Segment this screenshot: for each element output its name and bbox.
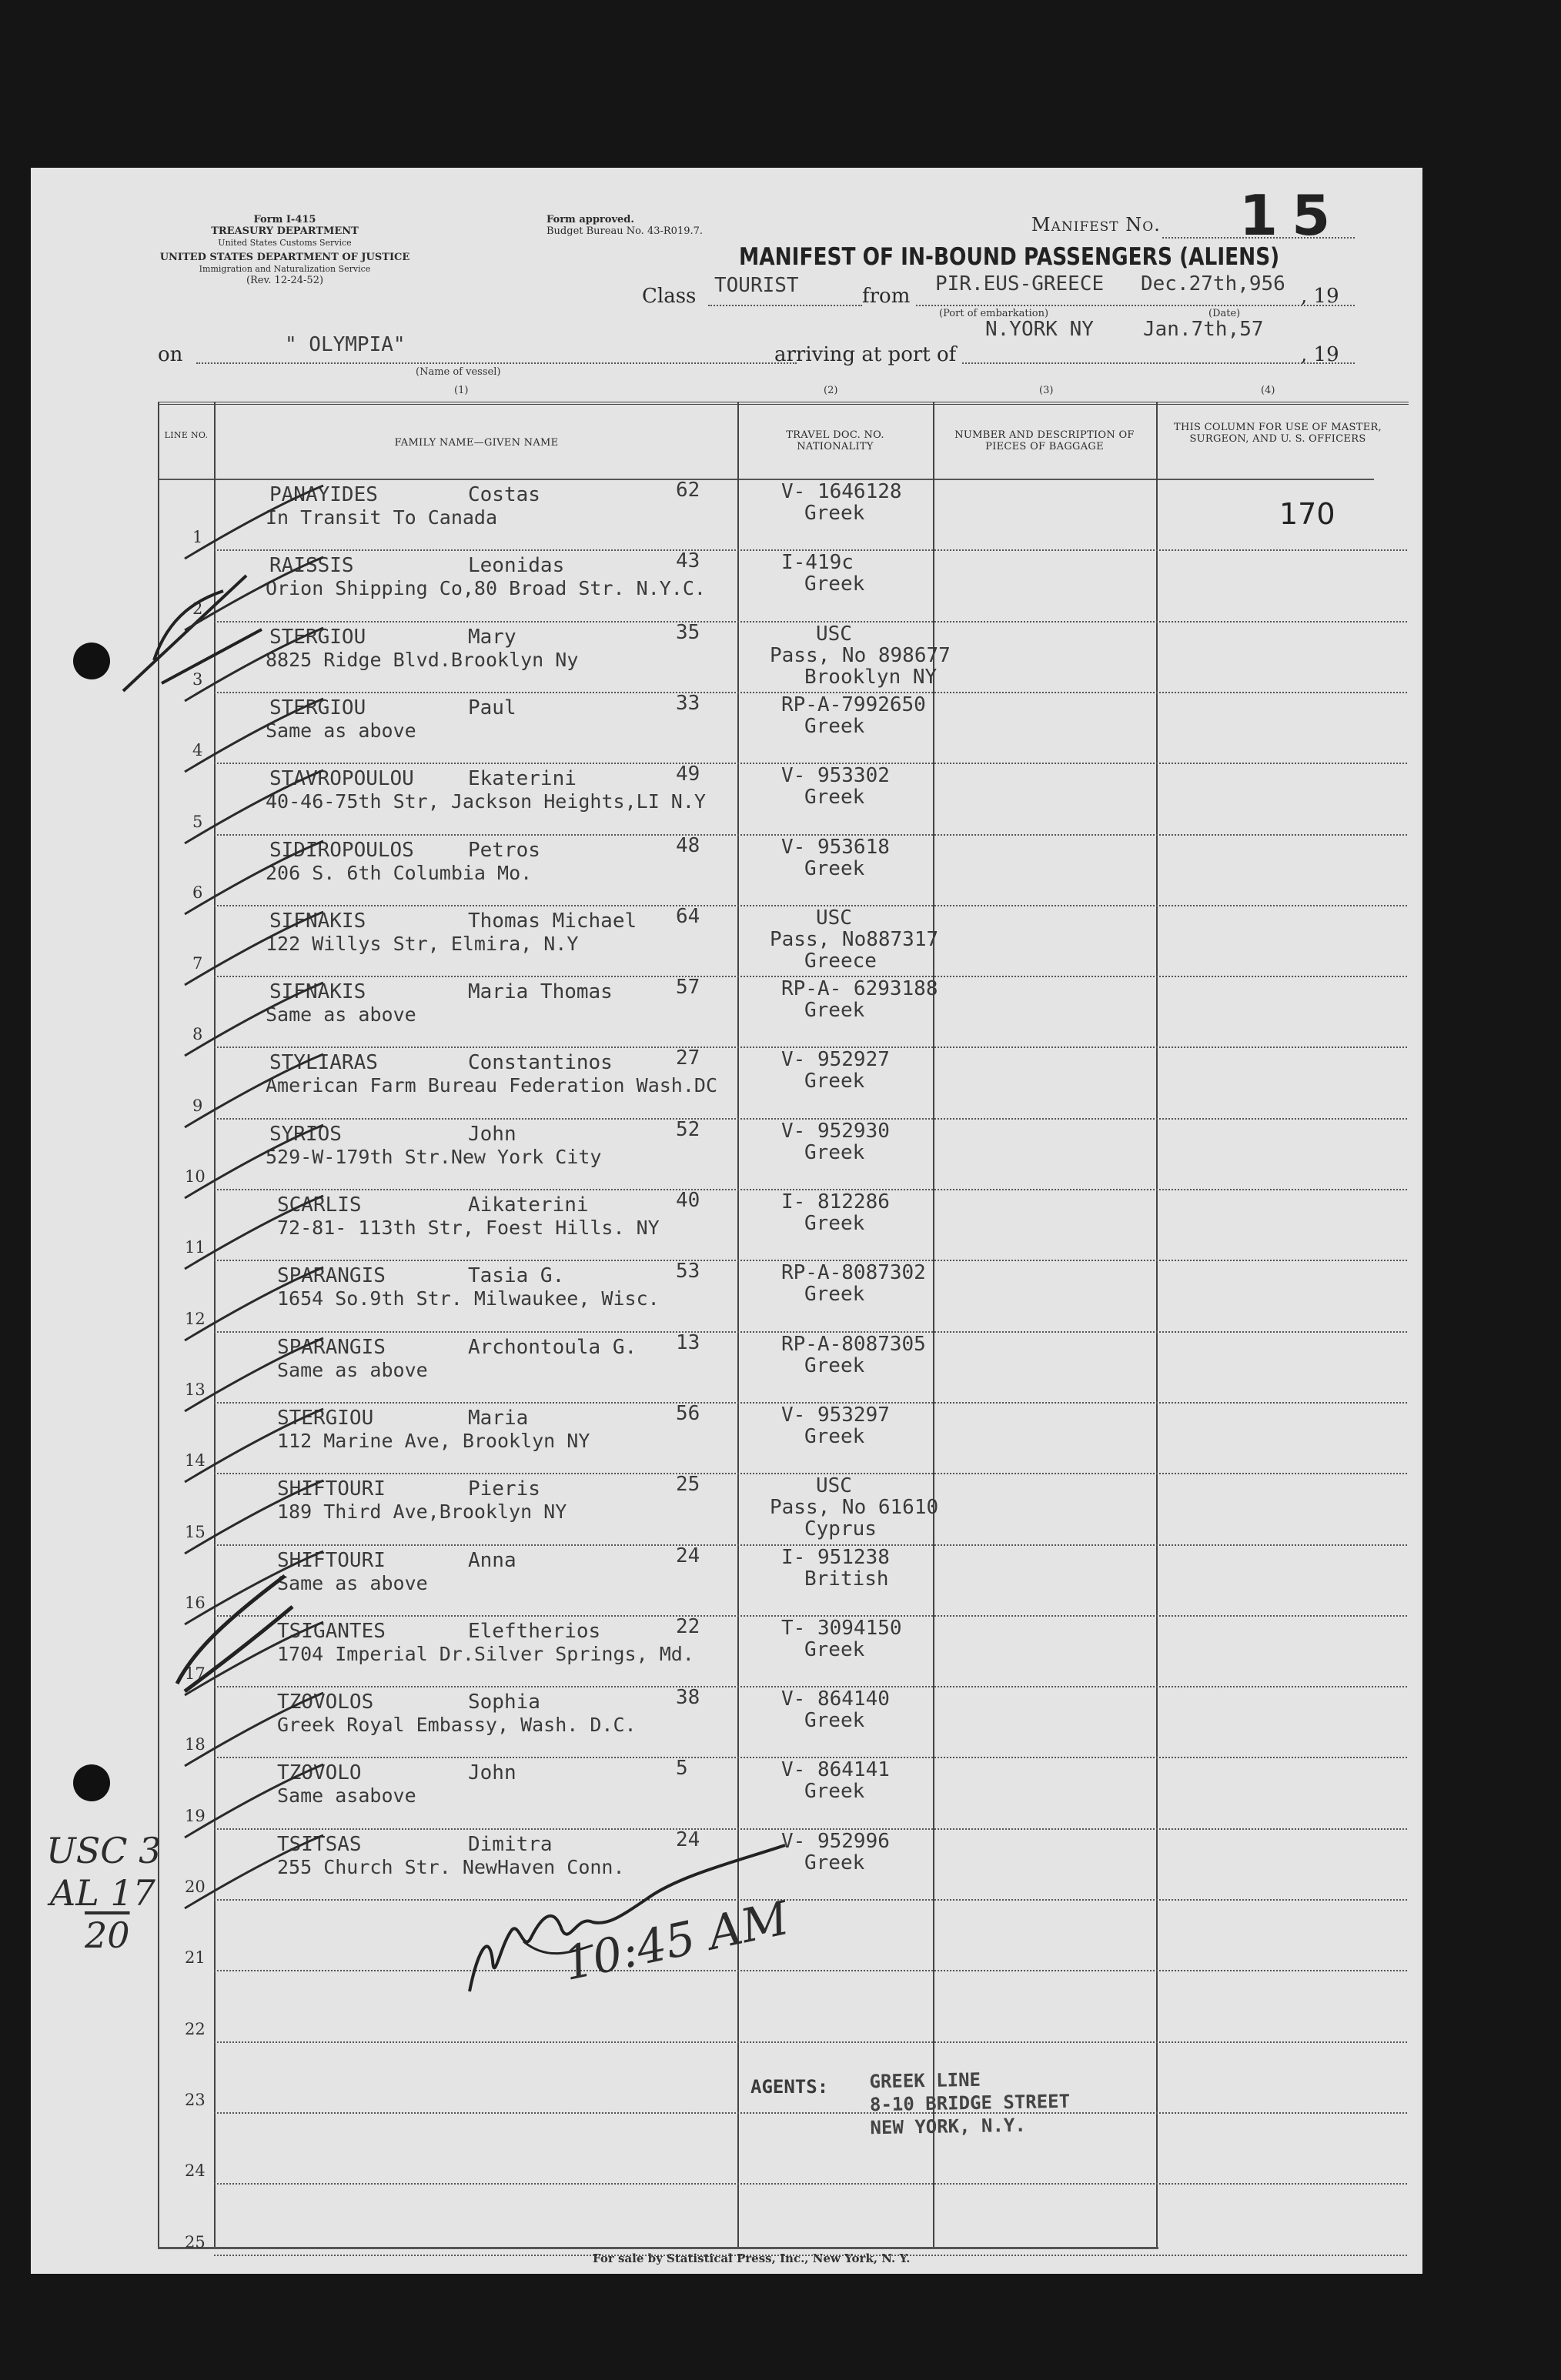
header-bottom-rule bbox=[158, 479, 1374, 480]
line-number: 21 bbox=[185, 1948, 206, 1968]
passenger-family-name: TSITSAS bbox=[277, 1832, 362, 1856]
passenger-given-name: John bbox=[468, 1122, 516, 1146]
passenger-address: 206 S. 6th Columbia Mo. bbox=[266, 861, 533, 884]
passenger-age: 33 bbox=[676, 691, 700, 715]
vessel-name: " OLYMPIA" bbox=[285, 333, 406, 356]
officer-note: 170 bbox=[1279, 497, 1335, 531]
line-number: 12 bbox=[185, 1309, 206, 1328]
row-rule bbox=[214, 905, 1407, 906]
passenger-given-name: Eleftherios bbox=[468, 1619, 601, 1643]
col-num-2: (2) bbox=[824, 385, 838, 396]
passenger-given-name: Maria bbox=[468, 1406, 529, 1430]
passenger-nationality: Greek bbox=[804, 856, 865, 880]
vessel-caption: (Name of vessel) bbox=[416, 366, 501, 378]
passenger-travel-doc: V- 953618 bbox=[781, 835, 890, 859]
line-number: 6 bbox=[192, 883, 203, 902]
revision-date: (Rev. 12-24-52) bbox=[246, 275, 324, 286]
line-number: 14 bbox=[185, 1451, 206, 1470]
margin-code-3: 20 bbox=[85, 1914, 130, 1956]
passenger-travel-doc: V- 952996 bbox=[781, 1829, 890, 1853]
class-label: Class bbox=[642, 285, 697, 308]
class-value: TOURIST bbox=[714, 274, 799, 297]
line-number: 24 bbox=[185, 2161, 206, 2181]
line-number: 25 bbox=[185, 2232, 206, 2251]
passenger-address: 189 Third Ave,Brooklyn NY bbox=[277, 1500, 567, 1524]
agents-line-1: GREEK LINE bbox=[869, 2068, 981, 2093]
passenger-nationality-extra: Brooklyn NY bbox=[804, 665, 938, 689]
arrival-port: N.YORK NY bbox=[985, 318, 1094, 341]
line-number: 10 bbox=[185, 1167, 206, 1186]
year-suffix-2: , 19 bbox=[1301, 343, 1339, 366]
punch-hole-top bbox=[73, 643, 110, 679]
passenger-address: 40-46-75th Str, Jackson Heights,LI N.Y bbox=[266, 790, 706, 813]
line-number: 3 bbox=[192, 669, 203, 689]
passenger-address: Same asabove bbox=[277, 1784, 416, 1808]
passenger-family-name: TSIGANTES bbox=[277, 1619, 386, 1643]
passenger-travel-doc: T- 3094150 bbox=[781, 1616, 902, 1640]
manifest-number: 15 bbox=[1239, 183, 1345, 248]
passenger-address: Orion Shipping Co,80 Broad Str. N.Y.C. bbox=[266, 577, 706, 600]
passenger-address: Same as above bbox=[277, 1571, 428, 1594]
passenger-family-name: SYRIOS bbox=[269, 1122, 342, 1146]
line-number: 4 bbox=[192, 741, 203, 760]
agents-line-2: 8-10 BRIDGE STREET bbox=[869, 2090, 1071, 2116]
passenger-address: American Farm Bureau Federation Wash.DC bbox=[266, 1074, 717, 1097]
passenger-family-name: SPARANGIS bbox=[277, 1264, 386, 1288]
arrival-date: Jan.7th,57 bbox=[1143, 318, 1264, 341]
passenger-nationality: Greek bbox=[804, 1780, 865, 1804]
line-number: 5 bbox=[192, 812, 203, 831]
line-number: 2 bbox=[192, 599, 203, 618]
passenger-nationality: Pass, No 61610 bbox=[770, 1496, 939, 1520]
passenger-nationality: Greek bbox=[804, 1070, 865, 1093]
passenger-given-name: Paul bbox=[468, 696, 516, 719]
passenger-nationality-extra: Greece bbox=[804, 949, 877, 973]
passenger-given-name: Archontoula G. bbox=[468, 1335, 637, 1359]
passenger-age: 38 bbox=[676, 1686, 700, 1710]
line-number: 18 bbox=[185, 1735, 206, 1754]
passenger-address: 122 Willys Str, Elmira, N.Y bbox=[266, 932, 579, 955]
passenger-family-name: RAISSIS bbox=[269, 554, 354, 578]
passenger-family-name: SPARANGIS bbox=[277, 1335, 386, 1359]
line-number: 9 bbox=[192, 1096, 203, 1115]
from-label: from bbox=[862, 285, 911, 308]
passenger-given-name: Sophia bbox=[468, 1691, 540, 1714]
on-label: on bbox=[158, 343, 183, 366]
passenger-address: 112 Marine Ave, Brooklyn NY bbox=[277, 1429, 590, 1452]
passenger-travel-doc: V- 864140 bbox=[781, 1687, 890, 1711]
passenger-address: 255 Church Str. NewHaven Conn. bbox=[277, 1855, 625, 1878]
passenger-nationality: Greek bbox=[804, 1709, 865, 1733]
arrival-line bbox=[962, 362, 1355, 364]
line-number: 16 bbox=[185, 1593, 206, 1612]
form-dept-block bbox=[123, 214, 446, 286]
time-note: 10:45 AM bbox=[558, 1891, 794, 1992]
passenger-family-name: TZOVOLO bbox=[277, 1761, 362, 1785]
passenger-family-name: SIFNAKIS bbox=[269, 909, 366, 933]
passenger-address: Greek Royal Embassy, Wash. D.C. bbox=[277, 1714, 637, 1737]
passenger-family-name: STERGIOU bbox=[269, 696, 366, 719]
passenger-given-name: Constantinos bbox=[468, 1051, 613, 1075]
passenger-age: 49 bbox=[676, 763, 700, 786]
passenger-address: Same as above bbox=[266, 719, 416, 742]
passenger-given-name: Mary bbox=[468, 625, 516, 649]
header-officers: THIS COLUMN FOR USE OF MASTER, SURGEON, AND U. S. OFFICERS bbox=[1173, 422, 1382, 445]
agents-label: AGENTS: bbox=[750, 2076, 829, 2098]
vessel-line bbox=[196, 362, 797, 364]
from-line bbox=[916, 305, 1355, 306]
manifest-no-line bbox=[1162, 237, 1355, 239]
passenger-address: Same as above bbox=[266, 1003, 416, 1026]
passenger-address: 72-81- 113th Str, Foest Hills. NY bbox=[277, 1217, 660, 1239]
passenger-nationality: Greek bbox=[804, 1283, 865, 1307]
col-num-3: (3) bbox=[1039, 385, 1054, 396]
passenger-given-name: Aikaterini bbox=[468, 1193, 589, 1217]
passenger-address: 1704 Imperial Dr.Silver Springs, Md. bbox=[277, 1642, 694, 1665]
passenger-address: 8825 Ridge Blvd.Brooklyn Ny bbox=[266, 648, 579, 671]
budget-bureau: Budget Bureau No. 43-R019.7. bbox=[547, 225, 704, 237]
date-caption: (Date) bbox=[1208, 308, 1241, 319]
year-suffix-1: , 19 bbox=[1301, 285, 1339, 308]
passenger-age: 40 bbox=[676, 1189, 700, 1212]
passenger-nationality: Greek bbox=[804, 786, 865, 809]
table-top-rule bbox=[158, 402, 1409, 405]
row-rule bbox=[214, 1473, 1407, 1474]
passenger-given-name: Leonidas bbox=[468, 554, 565, 578]
passenger-travel-doc: I-419c bbox=[781, 551, 854, 575]
embarkation-date: Dec.27th,956 bbox=[1141, 272, 1285, 295]
line-number: 19 bbox=[185, 1806, 206, 1825]
passenger-travel-doc: V- 952930 bbox=[781, 1119, 890, 1143]
margin-code-1: USC 3 bbox=[46, 1830, 162, 1871]
passenger-given-name: Anna bbox=[468, 1548, 516, 1572]
passenger-nationality: Greek bbox=[804, 1212, 865, 1235]
passenger-nationality: Greek bbox=[804, 1637, 865, 1661]
line-number: 1 bbox=[192, 528, 203, 547]
row-rule bbox=[214, 621, 1407, 623]
manifest-title: MANIFEST OF IN-BOUND PASSENGERS (ALIENS) bbox=[739, 243, 1280, 271]
line-number: 8 bbox=[192, 1025, 203, 1044]
header-travel-doc: TRAVEL DOC. NO. NATIONALITY bbox=[786, 429, 884, 452]
line-number: 17 bbox=[185, 1664, 206, 1684]
passenger-nationality: Greek bbox=[804, 572, 865, 596]
passenger-nationality: British bbox=[804, 1567, 889, 1591]
customs-service: United States Customs Service bbox=[218, 238, 352, 248]
printer-footer: For sale by Statistical Press, Inc., New York, N. Y. bbox=[593, 2251, 911, 2265]
table-bottom-rule bbox=[158, 2247, 1158, 2249]
ins-service: Immigration and Naturalization Service bbox=[199, 264, 371, 274]
passenger-travel-doc: USC bbox=[816, 622, 852, 646]
passenger-travel-doc: I- 812286 bbox=[781, 1190, 890, 1213]
line-number: 20 bbox=[185, 1878, 206, 1896]
check-mark bbox=[177, 1831, 331, 1916]
header-name: FAMILY NAME—GIVEN NAME bbox=[394, 437, 559, 449]
passenger-travel-doc: RP-A- 6293188 bbox=[781, 977, 938, 1001]
col-num-1: (1) bbox=[454, 385, 469, 396]
agents-line-3: NEW YORK, N.Y. bbox=[870, 2114, 1027, 2139]
passenger-nationality: Greek bbox=[804, 999, 865, 1023]
passenger-travel-doc: RP-A-7992650 bbox=[781, 693, 926, 716]
passenger-age: 22 bbox=[676, 1614, 700, 1638]
passenger-nationality-extra: Cyprus bbox=[804, 1517, 877, 1541]
passenger-age: 62 bbox=[676, 479, 700, 502]
passenger-given-name: Tasia G. bbox=[468, 1264, 565, 1288]
row-rule bbox=[214, 2041, 1407, 2043]
passenger-family-name: TZOVOLOS bbox=[277, 1691, 374, 1714]
manifest-page bbox=[31, 168, 1422, 2274]
line-number: 7 bbox=[192, 954, 203, 973]
agents-stamp bbox=[869, 2067, 1071, 2140]
passenger-given-name: Pieris bbox=[468, 1477, 540, 1501]
passenger-given-name: Ekaterini bbox=[468, 767, 577, 791]
passenger-travel-doc: USC bbox=[816, 1474, 852, 1498]
passenger-address: Same as above bbox=[277, 1358, 428, 1381]
passenger-given-name: Thomas Michael bbox=[468, 909, 637, 933]
treasury-dept: TREASURY DEPARTMENT bbox=[211, 225, 359, 237]
passenger-age: 64 bbox=[676, 904, 700, 928]
passenger-nationality: Pass, No 898677 bbox=[770, 643, 951, 667]
passenger-nationality: Greek bbox=[804, 1424, 865, 1448]
passenger-given-name: Dimitra bbox=[468, 1832, 553, 1856]
line-number: 15 bbox=[185, 1522, 206, 1541]
passenger-travel-doc: V- 1646128 bbox=[781, 480, 902, 503]
passenger-family-name: PANAYIDES bbox=[269, 483, 378, 506]
passenger-age: 24 bbox=[676, 1544, 700, 1567]
line-number: 13 bbox=[185, 1380, 206, 1399]
line-number: 23 bbox=[185, 2090, 206, 2109]
passenger-nationality: Greek bbox=[804, 1354, 865, 1377]
passenger-family-name: SHIFTOURI bbox=[277, 1548, 386, 1572]
passenger-age: 27 bbox=[676, 1046, 700, 1070]
form-number: Form I-415 bbox=[253, 214, 316, 225]
row-rule bbox=[214, 2112, 1407, 2114]
passenger-travel-doc: USC bbox=[816, 906, 852, 930]
passenger-travel-doc: V- 953297 bbox=[781, 1403, 890, 1427]
manifest-no-label: Manifest No. bbox=[1031, 214, 1161, 235]
passenger-age: 25 bbox=[676, 1473, 700, 1497]
passenger-travel-doc: V- 952927 bbox=[781, 1048, 890, 1072]
passenger-age: 52 bbox=[676, 1117, 700, 1141]
passenger-family-name: SIDIROPOULOS bbox=[269, 838, 414, 862]
passenger-age: 48 bbox=[676, 833, 700, 857]
passenger-address: 529-W-179th Str.New York City bbox=[266, 1145, 602, 1168]
port-embarkation: PIR.EUS-GREECE bbox=[935, 272, 1105, 295]
passenger-family-name: SCARLIS bbox=[277, 1193, 362, 1217]
header-line-no: LINE NO. bbox=[164, 430, 209, 440]
col-num-4: (4) bbox=[1261, 385, 1275, 396]
line-number: 22 bbox=[185, 2019, 206, 2038]
row-rule bbox=[214, 2183, 1407, 2185]
header-baggage: NUMBER AND DESCRIPTION OF PIECES OF BAGGAGE bbox=[954, 429, 1135, 452]
passenger-given-name: Petros bbox=[468, 838, 540, 862]
passenger-age: 24 bbox=[676, 1828, 700, 1851]
passenger-nationality: Greek bbox=[804, 1851, 865, 1874]
passenger-nationality: Greek bbox=[804, 502, 865, 525]
class-line bbox=[708, 305, 862, 306]
passenger-nationality: Greek bbox=[804, 714, 865, 738]
passenger-given-name: John bbox=[468, 1761, 516, 1785]
passenger-family-name: SIFNAKIS bbox=[269, 980, 366, 1004]
passenger-nationality: Pass, No887317 bbox=[770, 927, 939, 951]
passenger-family-name: STERGIOU bbox=[277, 1406, 374, 1430]
passenger-family-name: STAVROPOULOU bbox=[269, 767, 414, 791]
passenger-travel-doc: V- 864141 bbox=[781, 1758, 890, 1782]
passenger-age: 35 bbox=[676, 620, 700, 644]
passenger-family-name: SHIFTOURI bbox=[277, 1477, 386, 1501]
passenger-family-name: STYLIARAS bbox=[269, 1051, 378, 1075]
arriving-label: arriving at port of bbox=[774, 343, 957, 366]
passenger-given-name: Costas bbox=[468, 483, 540, 506]
punch-hole-bottom bbox=[73, 1764, 110, 1801]
form-approved-block bbox=[547, 214, 703, 237]
passenger-address: In Transit To Canada bbox=[266, 506, 498, 529]
passenger-family-name: STERGIOU bbox=[269, 625, 366, 649]
passenger-travel-doc: RP-A-8087305 bbox=[781, 1332, 926, 1356]
passenger-age: 53 bbox=[676, 1260, 700, 1283]
port-embark-caption: (Port of embarkation) bbox=[939, 308, 1049, 319]
passenger-age: 56 bbox=[676, 1401, 700, 1425]
passenger-nationality: Greek bbox=[804, 1140, 865, 1164]
passenger-travel-doc: I- 951238 bbox=[781, 1545, 890, 1569]
form-approved: Form approved. bbox=[547, 214, 634, 225]
passenger-age: 43 bbox=[676, 549, 700, 573]
passenger-given-name: Maria Thomas bbox=[468, 980, 613, 1004]
justice-dept: UNITED STATES DEPARTMENT OF JUSTICE bbox=[159, 252, 410, 263]
margin-code-2: AL 17 bbox=[50, 1872, 155, 1914]
passenger-age: 5 bbox=[676, 1757, 688, 1781]
line-number: 11 bbox=[185, 1238, 206, 1257]
passenger-age: 13 bbox=[676, 1330, 700, 1354]
passenger-address: 1654 So.9th Str. Milwaukee, Wisc. bbox=[277, 1287, 660, 1310]
passenger-travel-doc: V- 953302 bbox=[781, 764, 890, 788]
passenger-travel-doc: RP-A-8087302 bbox=[781, 1261, 926, 1285]
passenger-age: 57 bbox=[676, 976, 700, 1000]
